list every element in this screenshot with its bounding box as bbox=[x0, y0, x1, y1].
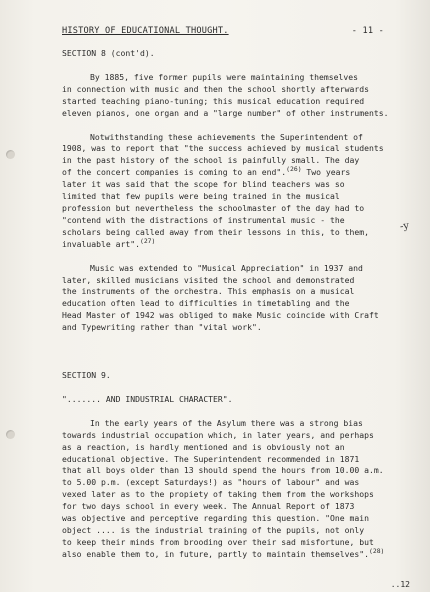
text-line bbox=[62, 546, 412, 561]
punch-hole bbox=[6, 150, 15, 159]
text-line: object .... is the industrial training of the pupils, not only bbox=[62, 525, 365, 535]
text-fragment: invaluable art". bbox=[62, 238, 140, 249]
text-line: to 5.00 p.m. (except Saturdays!) as "hours of labour" and was bbox=[62, 477, 360, 488]
text-line: to keep their minds from brooding over their sad misfortune, but bbox=[62, 536, 374, 547]
text-fragment: of the concert companies is coming to an end". bbox=[62, 167, 287, 178]
text-line: later it was said that the scope for blind teachers was so bbox=[62, 179, 345, 190]
paragraph bbox=[62, 72, 412, 120]
text-line bbox=[62, 167, 412, 179]
text-line: Notwithstanding these achievements the Superintendent of bbox=[90, 131, 363, 142]
paragraph bbox=[62, 263, 412, 334]
text-line: vexed later as to the propiety of taking them from the workshops bbox=[62, 489, 374, 500]
text-line: scholars being called away from their lessons in this, to them, bbox=[62, 226, 369, 237]
text-line: educational objective. The Superintendent recommended in 1871 bbox=[62, 453, 360, 464]
text-line: in connection with music and then the school shortly afterwards bbox=[62, 83, 369, 94]
footnote-ref: (27) bbox=[139, 236, 156, 245]
handwritten-margin-mark: -y bbox=[399, 220, 410, 233]
text-line: that all boys older than 13 should spend the hours from 10.00 a.m. bbox=[62, 465, 384, 476]
text-line: was objective and perceptive regarding this question. "One main bbox=[62, 513, 369, 524]
text-line: started teaching piano-tuning; this musical education required bbox=[62, 95, 365, 106]
page-body bbox=[62, 48, 412, 573]
page-number: - 11 - bbox=[351, 26, 384, 36]
section-heading: SECTION 8 (cont'd). bbox=[62, 48, 155, 58]
page-title: HISTORY OF EDUCATIONAL THOUGHT. bbox=[62, 26, 229, 36]
text-line: later, skilled musicians visited the school and demonstrated bbox=[62, 274, 355, 285]
text-line bbox=[62, 236, 412, 251]
text-line: the instruments of the orchestra. This emphasis on a musical bbox=[62, 286, 355, 297]
text-line: Head Master of 1942 was obliged to make Music coincide with Craft bbox=[62, 310, 379, 321]
section-subheading: "....... AND INDUSTRIAL CHARACTER". bbox=[62, 393, 233, 404]
footnote-ref: (26) bbox=[286, 165, 302, 174]
footnote-ref: (28) bbox=[369, 546, 385, 555]
text-line: By 1885, five former pupils were maintaining themselves bbox=[90, 71, 359, 82]
text-line: and Typewriting rather than "vital work". bbox=[62, 322, 262, 333]
text-line: as a reaction, is hardly mentioned and is obviously not an bbox=[62, 441, 345, 452]
paragraph bbox=[62, 418, 412, 561]
text-line: profession but nevertheless the schoolmaster of the day had to bbox=[62, 202, 365, 213]
punch-hole bbox=[6, 430, 15, 439]
text-line: In the early years of the Asylum there was a strong bias bbox=[90, 417, 363, 428]
text-line: education often lead to difficulties in timetabling and the bbox=[62, 298, 350, 309]
text-line: for two days school in every week. The Annual Report of 1873 bbox=[62, 501, 355, 512]
text-line: limited that few pupils were being trained in the musical bbox=[62, 191, 340, 202]
text-line: towards industrial occupation which, in later years, and perhaps bbox=[62, 429, 374, 440]
text-line: 1908, was to report that "the success achieved by musical students bbox=[62, 143, 384, 154]
text-line: Music was extended to "Musical Appreciation" in 1937 and bbox=[90, 262, 363, 273]
text-line: eleven pianos, one organ and a "large number" of other instruments. bbox=[62, 107, 389, 118]
text-fragment: also enable them to, in future, partly to maintain themselves". bbox=[62, 548, 369, 559]
text-line: "contend with the distractions of instrumental music - the bbox=[62, 214, 345, 225]
page-header bbox=[62, 26, 384, 36]
next-page-marker: ..12 bbox=[390, 580, 410, 589]
paragraph bbox=[62, 132, 412, 251]
section-heading: SECTION 9. bbox=[62, 370, 111, 381]
text-fragment: Two years bbox=[301, 167, 351, 178]
text-line: in the past history of the school is painfully small. The day bbox=[62, 155, 360, 166]
